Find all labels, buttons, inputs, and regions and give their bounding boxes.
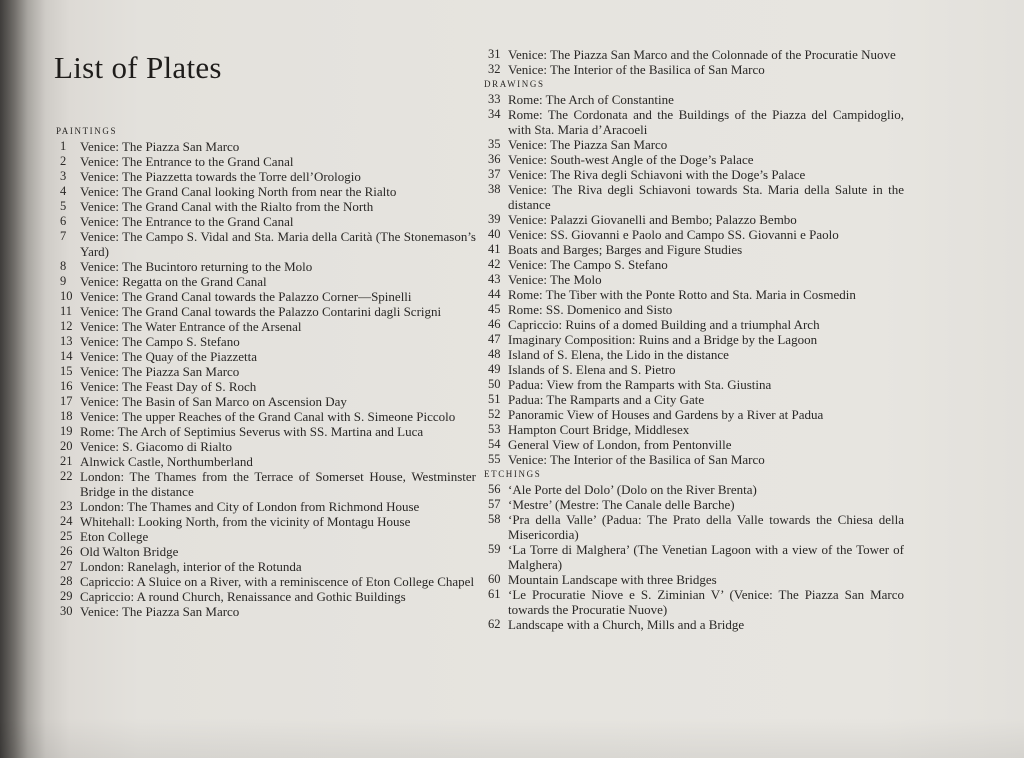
- plate-entry: [56, 574, 476, 589]
- plate-title: Rome: The Arch of Constantine: [508, 92, 674, 107]
- plate-entry: [56, 514, 476, 529]
- plate-title: Venice: The Campo S. Stefano: [80, 334, 240, 349]
- plate-title: Rome: SS. Domenico and Sisto: [508, 302, 673, 317]
- plate-title: Capriccio: A round Church, Renaissance and Gothic Buildings: [80, 589, 406, 604]
- plate-entry: [484, 572, 904, 587]
- plate-entry: [484, 512, 904, 542]
- plate-number: 14: [60, 349, 73, 363]
- plate-entry: [56, 229, 476, 259]
- plate-title: ‘Ale Porte del Dolo’ (Dolo on the River Brenta): [508, 482, 757, 497]
- plate-title: London: The Thames from the Terrace of Somerset House, Westminster Bridge in the distance: [80, 469, 476, 499]
- plate-entry: [484, 182, 904, 212]
- plate-entry: [484, 407, 904, 422]
- plate-entry: [484, 62, 904, 77]
- plate-entry: [484, 152, 904, 167]
- plate-entry: [484, 392, 904, 407]
- plates-list-left-column: [56, 124, 476, 619]
- plate-number: 52: [488, 407, 501, 421]
- plate-entry: [484, 422, 904, 437]
- plate-entry: [484, 542, 904, 572]
- plate-number: 23: [60, 499, 73, 513]
- plate-number: 38: [488, 182, 501, 196]
- plate-entry: [484, 47, 904, 62]
- plate-entry: [484, 317, 904, 332]
- plate-number: 2: [60, 154, 67, 168]
- plate-entry: [56, 559, 476, 574]
- plate-number: 43: [488, 272, 501, 286]
- plate-entry: [484, 227, 904, 242]
- plate-entry: [56, 334, 476, 349]
- plate-title: Mountain Landscape with three Bridges: [508, 572, 717, 587]
- plate-entry: [484, 242, 904, 257]
- plate-title: Venice: The upper Reaches of the Grand Canal with S. Simeone Piccolo: [80, 409, 456, 424]
- plate-number: 18: [60, 409, 73, 423]
- plate-title: Rome: The Arch of Septimius Severus with SS. Martina and Luca: [80, 424, 424, 439]
- plate-entry: [484, 617, 904, 632]
- plate-entry: [484, 497, 904, 512]
- plate-entry: [56, 499, 476, 514]
- plate-number: 20: [60, 439, 73, 453]
- plate-title: Venice: S. Giacomo di Rialto: [80, 439, 233, 454]
- plate-entry: [56, 349, 476, 364]
- plate-number: 16: [60, 379, 73, 393]
- plate-number: 62: [488, 617, 501, 631]
- plate-entry: [56, 439, 476, 454]
- plate-entry: [484, 452, 904, 467]
- plate-entry: [484, 287, 904, 302]
- plate-title: Venice: The Piazza San Marco: [508, 137, 668, 152]
- plate-title: Venice: The Bucintoro returning to the Molo: [80, 259, 313, 274]
- plate-title: Venice: The Piazzetta towards the Torre dell’Orologio: [80, 169, 361, 184]
- plate-title: Venice: The Entrance to the Grand Canal: [80, 154, 294, 169]
- plate-title: Venice: The Interior of the Basilica of San Marco: [508, 452, 765, 467]
- plate-number: 7: [60, 229, 67, 243]
- plate-number: 30: [60, 604, 73, 618]
- plate-title: Rome: The Tiber with the Ponte Rotto and Sta. Maria in Cosmedin: [508, 287, 856, 302]
- plate-number: 13: [60, 334, 73, 348]
- plate-title: Capriccio: Ruins of a domed Building and a triumphal Arch: [508, 317, 820, 332]
- plate-title: Venice: Palazzi Giovanelli and Bembo; Palazzo Bembo: [508, 212, 797, 227]
- plate-number: 61: [488, 587, 501, 601]
- plate-entry: [56, 379, 476, 394]
- plate-number: 54: [488, 437, 501, 451]
- plate-number: 39: [488, 212, 501, 226]
- plate-entry: [484, 587, 904, 617]
- plate-entry: [484, 437, 904, 452]
- plate-number: 44: [488, 287, 501, 301]
- plate-title: General View of London, from Pentonville: [508, 437, 732, 452]
- plate-number: 31: [488, 47, 501, 61]
- plate-title: Venice: The Grand Canal with the Rialto from the North: [80, 199, 374, 214]
- plate-title: Venice: The Piazza San Marco and the Colonnade of the Procuratie Nuove: [508, 47, 896, 62]
- plate-number: 10: [60, 289, 73, 303]
- plate-title: Islands of S. Elena and S. Pietro: [508, 362, 676, 377]
- plate-number: 34: [488, 107, 501, 121]
- plate-entry: [484, 377, 904, 392]
- plate-title: Venice: The Piazza San Marco: [80, 364, 240, 379]
- plate-number: 28: [60, 574, 73, 588]
- plate-number: 32: [488, 62, 501, 76]
- plate-number: 46: [488, 317, 501, 331]
- plate-title: ‘Le Procuratie Niove e S. Ziminian V’ (Venice: The Piazza San Marco towards the Procuratie Nuove): [508, 587, 904, 617]
- plate-title: ‘Mestre’ (Mestre: The Canale delle Barche): [508, 497, 735, 512]
- plate-number: 40: [488, 227, 501, 241]
- plate-entry: [56, 289, 476, 304]
- plate-entry: [56, 409, 476, 424]
- plate-entry: [484, 362, 904, 377]
- plate-number: 8: [60, 259, 67, 273]
- plate-title: Alnwick Castle, Northumberland: [80, 454, 253, 469]
- plate-number: 35: [488, 137, 501, 151]
- plate-number: 1: [60, 139, 67, 153]
- plate-number: 45: [488, 302, 501, 316]
- plate-number: 42: [488, 257, 501, 271]
- plate-entry: [56, 529, 476, 544]
- plate-number: 5: [60, 199, 67, 213]
- plate-entry: [56, 364, 476, 379]
- plate-number: 22: [60, 469, 73, 483]
- plate-number: 25: [60, 529, 73, 543]
- plate-title: Venice: The Water Entrance of the Arsenal: [80, 319, 302, 334]
- plate-number: 50: [488, 377, 501, 391]
- plate-number: 17: [60, 394, 73, 408]
- plate-entry: [56, 454, 476, 469]
- plate-number: 51: [488, 392, 501, 406]
- plate-number: 4: [60, 184, 67, 198]
- plate-title: ‘La Torre di Malghera’ (The Venetian Lagoon with a view of the Tower of Malghera): [508, 542, 904, 572]
- plate-title: Venice: South-west Angle of the Doge’s Palace: [508, 152, 754, 167]
- plate-title: London: Ranelagh, interior of the Rotunda: [80, 559, 302, 574]
- plate-number: 26: [60, 544, 73, 558]
- plate-title: Whitehall: Looking North, from the vicinity of Montagu House: [80, 514, 411, 529]
- plate-number: 15: [60, 364, 73, 378]
- plate-number: 49: [488, 362, 501, 376]
- plate-number: 41: [488, 242, 501, 256]
- plate-number: 36: [488, 152, 501, 166]
- section-heading: ETCHINGS: [484, 469, 542, 479]
- plate-entry: [56, 469, 476, 499]
- plate-number: 56: [488, 482, 501, 496]
- plate-entry: [56, 424, 476, 439]
- plate-entry: [56, 274, 476, 289]
- plate-entry: [56, 589, 476, 604]
- plate-title: Old Walton Bridge: [80, 544, 179, 559]
- plate-title: Venice: The Grand Canal looking North from near the Rialto: [80, 184, 397, 199]
- plate-title: Venice: The Basin of San Marco on Ascension Day: [80, 394, 347, 409]
- plate-title: Venice: The Piazza San Marco: [80, 604, 240, 619]
- plate-number: 24: [60, 514, 73, 528]
- plate-entry: [56, 139, 476, 154]
- plate-title: Venice: The Campo S. Stefano: [508, 257, 668, 272]
- plate-number: 33: [488, 92, 501, 106]
- plate-title: Padua: View from the Ramparts with Sta. Giustina: [508, 377, 772, 392]
- plate-title: London: The Thames and City of London from Richmond House: [80, 499, 420, 514]
- plate-entry: [484, 137, 904, 152]
- plate-entry: [56, 319, 476, 334]
- plate-title: Venice: The Feast Day of S. Roch: [80, 379, 257, 394]
- plate-title: Panoramic View of Houses and Gardens by a River at Padua: [508, 407, 824, 422]
- plate-title: Venice: The Piazza San Marco: [80, 139, 240, 154]
- plate-title: Imaginary Composition: Ruins and a Bridge by the Lagoon: [508, 332, 818, 347]
- plate-title: Hampton Court Bridge, Middlesex: [508, 422, 690, 437]
- plate-title: Venice: The Quay of the Piazzetta: [80, 349, 257, 364]
- plate-title: Venice: Regatta on the Grand Canal: [80, 274, 267, 289]
- plate-entry: [484, 257, 904, 272]
- plate-entry: [56, 214, 476, 229]
- plate-title: Venice: The Molo: [508, 272, 602, 287]
- plate-number: 48: [488, 347, 501, 361]
- plate-number: 19: [60, 424, 73, 438]
- plate-number: 59: [488, 542, 501, 556]
- plate-title: Venice: SS. Giovanni e Paolo and Campo SS. Giovanni e Paolo: [508, 227, 839, 242]
- plate-number: 57: [488, 497, 501, 511]
- plate-title: Rome: The Cordonata and the Buildings of the Piazza del Campidoglio, with Sta. Maria d’Aracoeli: [508, 107, 904, 137]
- plate-title: Landscape with a Church, Mills and a Bridge: [508, 617, 745, 632]
- section-heading: PAINTINGS: [56, 126, 118, 136]
- plate-title: Venice: The Campo S. Vidal and Sta. Maria della Carità (The Stonemason’s Yard): [80, 229, 476, 259]
- plate-title: Padua: The Ramparts and a City Gate: [508, 392, 705, 407]
- plate-entry: [56, 169, 476, 184]
- plate-number: 60: [488, 572, 501, 586]
- plate-title: ‘Pra della Valle’ (Padua: The Prato della Valle towards the Chiesa della Misericordia): [508, 512, 904, 542]
- plate-entry: [56, 544, 476, 559]
- plates-list-right-column: [484, 47, 904, 632]
- plate-number: 3: [60, 169, 67, 183]
- plate-number: 21: [60, 454, 73, 468]
- plate-title: Venice: The Entrance to the Grand Canal: [80, 214, 294, 229]
- plate-title: Venice: The Grand Canal towards the Palazzo Contarini dagli Scrigni: [80, 304, 442, 319]
- plate-title: Venice: The Interior of the Basilica of San Marco: [508, 62, 765, 77]
- plate-number: 29: [60, 589, 73, 603]
- plate-entry: [56, 259, 476, 274]
- plate-title: Boats and Barges; Barges and Figure Studies: [508, 242, 743, 257]
- plate-number: 12: [60, 319, 73, 333]
- plate-title: Venice: The Grand Canal towards the Palazzo Corner—Spinelli: [80, 289, 412, 304]
- plate-title: Venice: The Riva degli Schiavoni towards Sta. Maria della Salute in the distance: [508, 182, 904, 212]
- plate-title: Eton College: [80, 529, 149, 544]
- plate-entry: [484, 107, 904, 137]
- plate-number: 55: [488, 452, 501, 466]
- plate-number: 58: [488, 512, 501, 526]
- plate-number: 9: [60, 274, 67, 288]
- plate-number: 11: [60, 304, 73, 318]
- plate-entry: [484, 347, 904, 362]
- page-title: List of Plates: [54, 50, 222, 85]
- plate-number: 37: [488, 167, 501, 181]
- plate-entry: [484, 212, 904, 227]
- plate-title: Capriccio: A Sluice on a River, with a reminiscence of Eton College Chapel: [80, 574, 475, 589]
- plate-entry: [56, 199, 476, 214]
- plate-entry: [56, 304, 476, 319]
- plate-entry: [484, 272, 904, 287]
- page-shadow: [0, 718, 1024, 758]
- plate-title: Venice: The Riva degli Schiavoni with the Doge’s Palace: [508, 167, 806, 182]
- plate-title: Island of S. Elena, the Lido in the distance: [508, 347, 729, 362]
- plate-entry: [484, 92, 904, 107]
- plate-entry: [484, 332, 904, 347]
- plate-entry: [484, 167, 904, 182]
- plate-entry: [484, 482, 904, 497]
- plate-number: 47: [488, 332, 501, 346]
- plate-number: 6: [60, 214, 67, 228]
- plate-number: 53: [488, 422, 501, 436]
- plate-number: 27: [60, 559, 73, 573]
- section-heading: DRAWINGS: [484, 79, 545, 89]
- plate-entry: [56, 154, 476, 169]
- plate-entry: [56, 604, 476, 619]
- plate-entry: [484, 302, 904, 317]
- plate-entry: [56, 184, 476, 199]
- plate-entry: [56, 394, 476, 409]
